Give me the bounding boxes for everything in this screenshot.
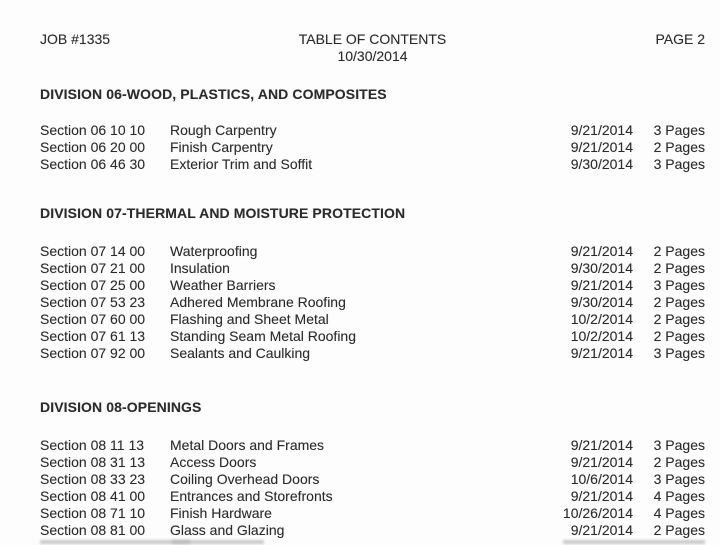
section-pages: 2 Pages — [653, 260, 705, 276]
section-number: Section 07 60 00 — [40, 311, 146, 327]
document-date: 10/30/2014 — [337, 48, 408, 64]
section-date: 9/30/2014 — [570, 260, 633, 276]
page-number: PAGE 2 — [655, 31, 705, 47]
section-pages: 3 Pages — [653, 345, 705, 361]
division-07 — [0, 205, 720, 362]
header-center — [299, 31, 447, 65]
section-date: 10/2/2014 — [570, 328, 633, 344]
section-number: Section 07 61 13 — [40, 328, 146, 344]
division-07-rows — [0, 243, 720, 362]
section-number: Section 07 25 00 — [40, 277, 146, 293]
division-06 — [0, 86, 720, 173]
section-pages: 2 Pages — [653, 139, 705, 155]
document-header — [0, 0, 720, 65]
section-pages: 3 Pages — [653, 471, 705, 487]
page-title: TABLE OF CONTENTS — [298, 31, 447, 47]
job-number: JOB #1335 — [40, 31, 111, 47]
section-title: Insulation — [170, 260, 230, 276]
division-06-rows — [0, 122, 720, 173]
section-date: 10/6/2014 — [570, 471, 633, 487]
section-date: 9/21/2014 — [570, 488, 633, 504]
section-number: Section 08 81 00 — [40, 522, 146, 538]
section-number: Section 08 33 23 — [40, 471, 146, 487]
section-date: 9/21/2014 — [570, 139, 633, 155]
section-number: Section 08 71 10 — [40, 505, 146, 521]
section-title: Weather Barriers — [170, 277, 276, 293]
section-title: Exterior Trim and Soffit — [170, 156, 313, 172]
cutoff-row-artifact — [563, 540, 705, 544]
section-title: Coiling Overhead Doors — [170, 471, 320, 487]
toc-row — [0, 243, 720, 260]
cutoff-row-artifact — [172, 540, 264, 544]
section-title: Waterproofing — [170, 243, 258, 259]
toc-row — [0, 345, 720, 362]
section-pages: 2 Pages — [653, 328, 705, 344]
toc-row — [0, 122, 720, 139]
section-pages: 2 Pages — [653, 454, 705, 470]
section-title: Entrances and Storefronts — [170, 488, 333, 504]
division-08-rows — [0, 437, 720, 539]
toc-row — [0, 139, 720, 156]
section-date: 9/21/2014 — [570, 454, 633, 470]
division-heading: DIVISION 06-WOOD, PLASTICS, AND COMPOSITES — [40, 86, 387, 102]
section-title: Access Doors — [170, 454, 257, 470]
toc-row — [0, 328, 720, 345]
section-number: Section 07 92 00 — [40, 345, 146, 361]
section-number: Section 08 31 13 — [40, 454, 146, 470]
section-date: 10/2/2014 — [570, 311, 633, 327]
section-number: Section 06 20 00 — [40, 139, 146, 155]
division-heading: DIVISION 08-OPENINGS — [40, 399, 202, 415]
section-date: 9/21/2014 — [570, 243, 633, 259]
toc-row — [0, 437, 720, 454]
section-title: Standing Seam Metal Roofing — [170, 328, 356, 344]
section-pages: 3 Pages — [653, 122, 705, 138]
section-title: Finish Hardware — [170, 505, 272, 521]
section-title: Sealants and Caulking — [170, 345, 311, 361]
toc-row — [0, 505, 720, 522]
section-title: Metal Doors and Frames — [170, 437, 325, 453]
section-date: 9/21/2014 — [570, 522, 633, 538]
section-date: 9/30/2014 — [570, 156, 633, 172]
toc-row — [0, 522, 720, 539]
toc-row — [0, 260, 720, 277]
toc-row — [0, 454, 720, 471]
section-number: Section 06 46 30 — [40, 156, 146, 172]
section-pages: 4 Pages — [653, 505, 705, 521]
toc-row — [0, 311, 720, 328]
section-number: Section 08 41 00 — [40, 488, 146, 504]
cutoff-row-artifact — [40, 540, 190, 544]
section-pages: 3 Pages — [653, 156, 705, 172]
section-title: Flashing and Sheet Metal — [170, 311, 329, 327]
section-date: 9/21/2014 — [570, 437, 633, 453]
toc-row — [0, 471, 720, 488]
section-pages: 2 Pages — [653, 311, 705, 327]
section-number: Section 07 14 00 — [40, 243, 146, 259]
section-pages: 4 Pages — [653, 488, 705, 504]
section-date: 9/21/2014 — [570, 345, 633, 361]
section-number: Section 06 10 10 — [40, 122, 146, 138]
section-date: 9/21/2014 — [570, 122, 633, 138]
section-date: 9/30/2014 — [570, 294, 633, 310]
section-title: Adhered Membrane Roofing — [170, 294, 346, 310]
section-pages: 3 Pages — [653, 277, 705, 293]
section-pages: 3 Pages — [653, 437, 705, 453]
section-date: 9/21/2014 — [570, 277, 633, 293]
toc-row — [0, 294, 720, 311]
section-title: Rough Carpentry — [170, 122, 277, 138]
section-number: Section 08 11 13 — [40, 437, 145, 453]
section-pages: 2 Pages — [653, 294, 705, 310]
toc-row — [0, 156, 720, 173]
toc-row — [0, 277, 720, 294]
section-number: Section 07 21 00 — [40, 260, 146, 276]
section-pages: 2 Pages — [653, 243, 705, 259]
section-number: Section 07 53 23 — [40, 294, 146, 310]
toc-row — [0, 488, 720, 505]
section-title: Finish Carpentry — [170, 139, 273, 155]
division-heading: DIVISION 07-THERMAL AND MOISTURE PROTECTION — [40, 205, 406, 221]
section-title: Glass and Glazing — [170, 522, 285, 538]
section-date: 10/26/2014 — [562, 505, 633, 521]
division-08 — [0, 399, 720, 539]
section-pages: 2 Pages — [653, 522, 705, 538]
